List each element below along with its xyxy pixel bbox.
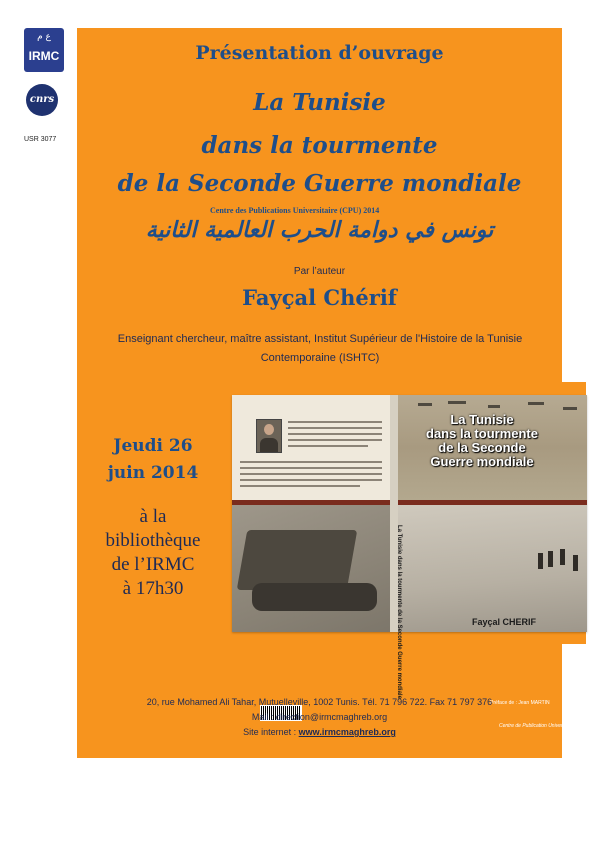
footer-site-link[interactable]: www.irmcmaghreb.org (298, 727, 396, 737)
cover-publisher-mark: Centre de Publication Universitaire (499, 723, 576, 729)
footer-site (77, 725, 562, 739)
cover-author: Fayçal CHERIF (472, 617, 537, 627)
irmc-logo (24, 28, 64, 72)
cnrs-logo: cnrs (26, 84, 58, 116)
by-author-label: Par l’auteur (293, 266, 346, 277)
event-venue (92, 505, 214, 601)
footer-mail: Mail : direction@irmcmaghreb.org (251, 712, 388, 722)
author-affiliation (90, 330, 550, 368)
affiliation-line-1: Enseignant chercheur, maître assistant, Institut Supérieur de l'Histoire de la Tunisie (117, 333, 523, 345)
title-line-3: de la Seconde Guerre mondiale (117, 170, 522, 197)
irmc-logo-text: IRMC (28, 49, 60, 63)
footer-address: 20, rue Mohamed Ali Tahar, Mutuelleville, 1002 Tunis. Tél. 71 796 722. Fax 71 797 376 (146, 697, 493, 707)
cover-preface: Préface de : Jean MARTIN (490, 700, 550, 706)
footer-site-label: Site internet : (243, 727, 299, 737)
cover-title (402, 413, 562, 469)
cover-title-line-1: La Tunisie (450, 412, 514, 427)
event-date-line-1: Jeudi 26 (113, 436, 193, 456)
usr-label: USR 3077 (24, 136, 57, 143)
back-cover-text-area (232, 395, 390, 500)
venue-line-1: à la (139, 506, 167, 527)
presentation-heading: Présentation d’ouvrage (195, 42, 444, 64)
irmc-logo-arabic: ع م (37, 32, 51, 42)
cover-title-line-3: de la Seconde (438, 440, 526, 455)
title-line-2: dans la tourmente (201, 132, 438, 159)
author-name: Fayçal Chérif (242, 285, 397, 310)
affiliation-line-2: Contemporaine (ISHTC) (260, 352, 380, 364)
arabic-title: تونس في دوامة الحرب العالمية الثانية (145, 218, 494, 243)
cover-title-line-2: dans la tourmente (426, 426, 538, 441)
publisher-note: Centre des Publications Universitaire (CPU) 2014 (210, 206, 380, 215)
author-photo (256, 419, 282, 453)
cover-spine-title: La Tunisie dans la tourmente de la Seconde Guerre mondiale (396, 525, 402, 699)
title-line-1: La Tunisie (253, 89, 386, 116)
venue-line-4: à 17h30 (122, 578, 184, 599)
cover-title-line-4: Guerre mondiale (430, 454, 534, 469)
event-date (92, 433, 214, 487)
event-date-line-2: juin 2014 (107, 463, 199, 483)
venue-line-2: bibliothèque (105, 530, 201, 551)
venue-line-3: de l’IRMC (111, 554, 195, 575)
